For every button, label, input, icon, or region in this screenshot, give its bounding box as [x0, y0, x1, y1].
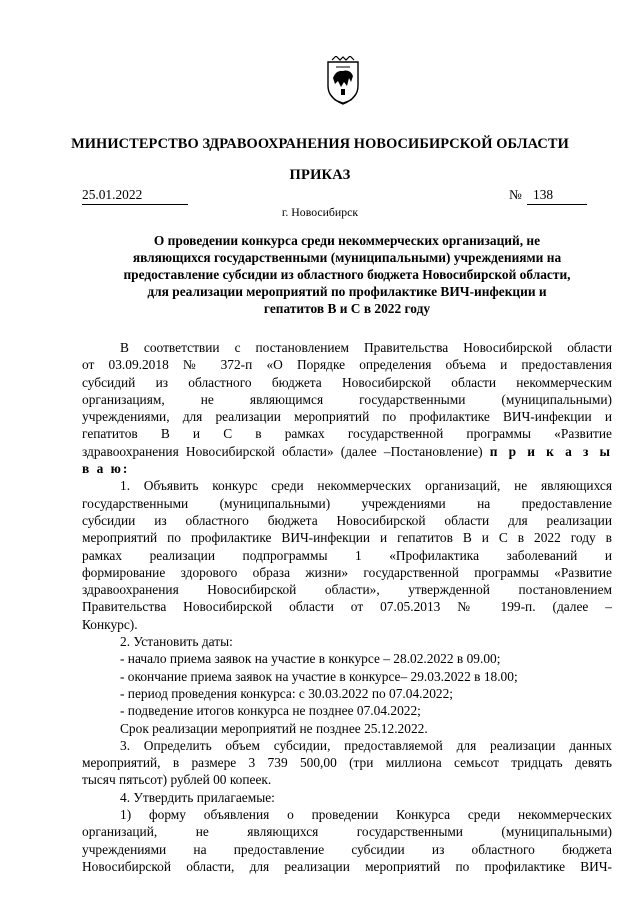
document-type: ПРИКАЗ: [289, 167, 351, 183]
item-4-heading: 4. Утвердить прилагаемые:: [120, 789, 275, 805]
item-2-heading: 2. Установить даты:: [120, 634, 233, 650]
order-number-label: №: [509, 187, 522, 202]
text-line: государственными (муниципальными) учреждениями на предоставление: [82, 495, 612, 511]
text-line: мероприятий, в размере 3 739 500,00 (три миллиона семьсот тридцать девять: [82, 755, 612, 771]
preamble-paragraph: [82, 339, 612, 477]
document-body: [82, 339, 612, 875]
text-line: В соответствии с постановлением Правительства Новосибирской области: [120, 340, 612, 355]
title-line: являющихся государственными (муниципальными) учреждениями на: [132, 250, 562, 265]
implementation-deadline: Срок реализации мероприятий не позднее 25.12.2022.: [120, 720, 428, 736]
text-line: от 03.09.2018 № 372-п «О Порядке определения объема и предоставления: [82, 357, 612, 373]
text-line: 1) форму объявления о проведении Конкурса среди некоммерческих: [120, 807, 612, 823]
text-line: рамках реализации подпрограммы 1 «Профилактика заболеваний и: [82, 547, 612, 563]
text-line: 3. Определить объем субсидии, предоставляемой для реализации данных: [120, 737, 612, 753]
text-line: субсидий из областного бюджета Новосибирской области некоммерческим: [82, 374, 612, 390]
order-number: 138: [527, 186, 587, 205]
order-word-ending: в а ю:: [82, 461, 130, 477]
item-1-paragraph: [82, 477, 612, 633]
text-line: здравоохранения Новосибирской области», утвержденной постановлением: [82, 582, 612, 598]
order-date: 25.01.2022: [82, 186, 188, 205]
text-line: гепатитов В и С в рамках государственной программы «Развитие: [82, 426, 612, 442]
title-line: гепатитов В и С в 2022 году: [263, 301, 431, 316]
text-fragment: здравоохранения Новосибирской области» (далее –Постановление): [82, 443, 483, 459]
text-line: 1. Объявить конкурс среди некоммерческих организаций, не являющихся: [120, 478, 612, 494]
text-line: организаций, не являющихся государственными (муниципальными): [82, 824, 612, 840]
order-title: [82, 232, 612, 317]
text-line: учреждениями на предоставление субсидии из областного бюджета: [82, 841, 612, 857]
text-line: субсидии из областного бюджета Новосибирской области для реализации: [82, 512, 612, 528]
ministry-name: МИНИСТЕРСТВО ЗДРАВООХРАНЕНИЯ НОВОСИБИРСКОЙ ОБЛАСТИ: [71, 136, 569, 152]
date-list-item: - окончание приема заявок на участие в конкурсе– 29.03.2022 в 18.00;: [120, 668, 518, 684]
text-line: Конкурс).: [82, 616, 138, 632]
title-line: предоставление субсидии из областного бюджета Новосибирской области,: [123, 267, 571, 282]
title-line: для реализации мероприятий по профилактике ВИЧ-инфекции и: [147, 284, 547, 299]
coat-of-arms-emblem: [322, 56, 364, 106]
text-line: мероприятий по профилактике ВИЧ-инфекции и гепатитов В и С в 2022 году в: [82, 530, 612, 546]
date-list-item: - период проведения конкурса: с 30.03.2022 по 07.04.2022;: [120, 685, 454, 701]
text-line: учреждениями, для реализации мероприятий по профилактике ВИЧ-инфекции и: [82, 409, 612, 425]
text-line-with-order-word: [82, 443, 612, 460]
title-line: О проведении конкурса среди некоммерческих организаций, не: [153, 233, 541, 248]
date-list-item: - начало приема заявок на участие в конкурсе – 28.02.2022 в 09.00;: [120, 651, 501, 667]
text-line: Правительства Новосибирской области от 07.05.2013 № 199-п. (далее –: [82, 599, 612, 615]
item-3-paragraph: [82, 737, 612, 789]
text-line: формирование здорового образа жизни» государственной программы «Развитие: [82, 564, 612, 580]
text-line: тысяч пятьсот) рублей 00 копеек.: [82, 772, 272, 788]
text-line: [82, 460, 612, 477]
item-4-1-paragraph: [82, 806, 612, 875]
text-line: организациям, не являющимся государственными (муниципальными): [82, 391, 612, 407]
city: г. Новосибирск: [281, 205, 359, 219]
order-word: п р и к а з ы: [489, 443, 612, 459]
date-list-item: - подведение итогов конкурса не позднее 07.04.2022;: [120, 703, 421, 719]
text-line: Новосибирской области, для реализации мероприятий по профилактике ВИЧ-: [82, 858, 612, 874]
